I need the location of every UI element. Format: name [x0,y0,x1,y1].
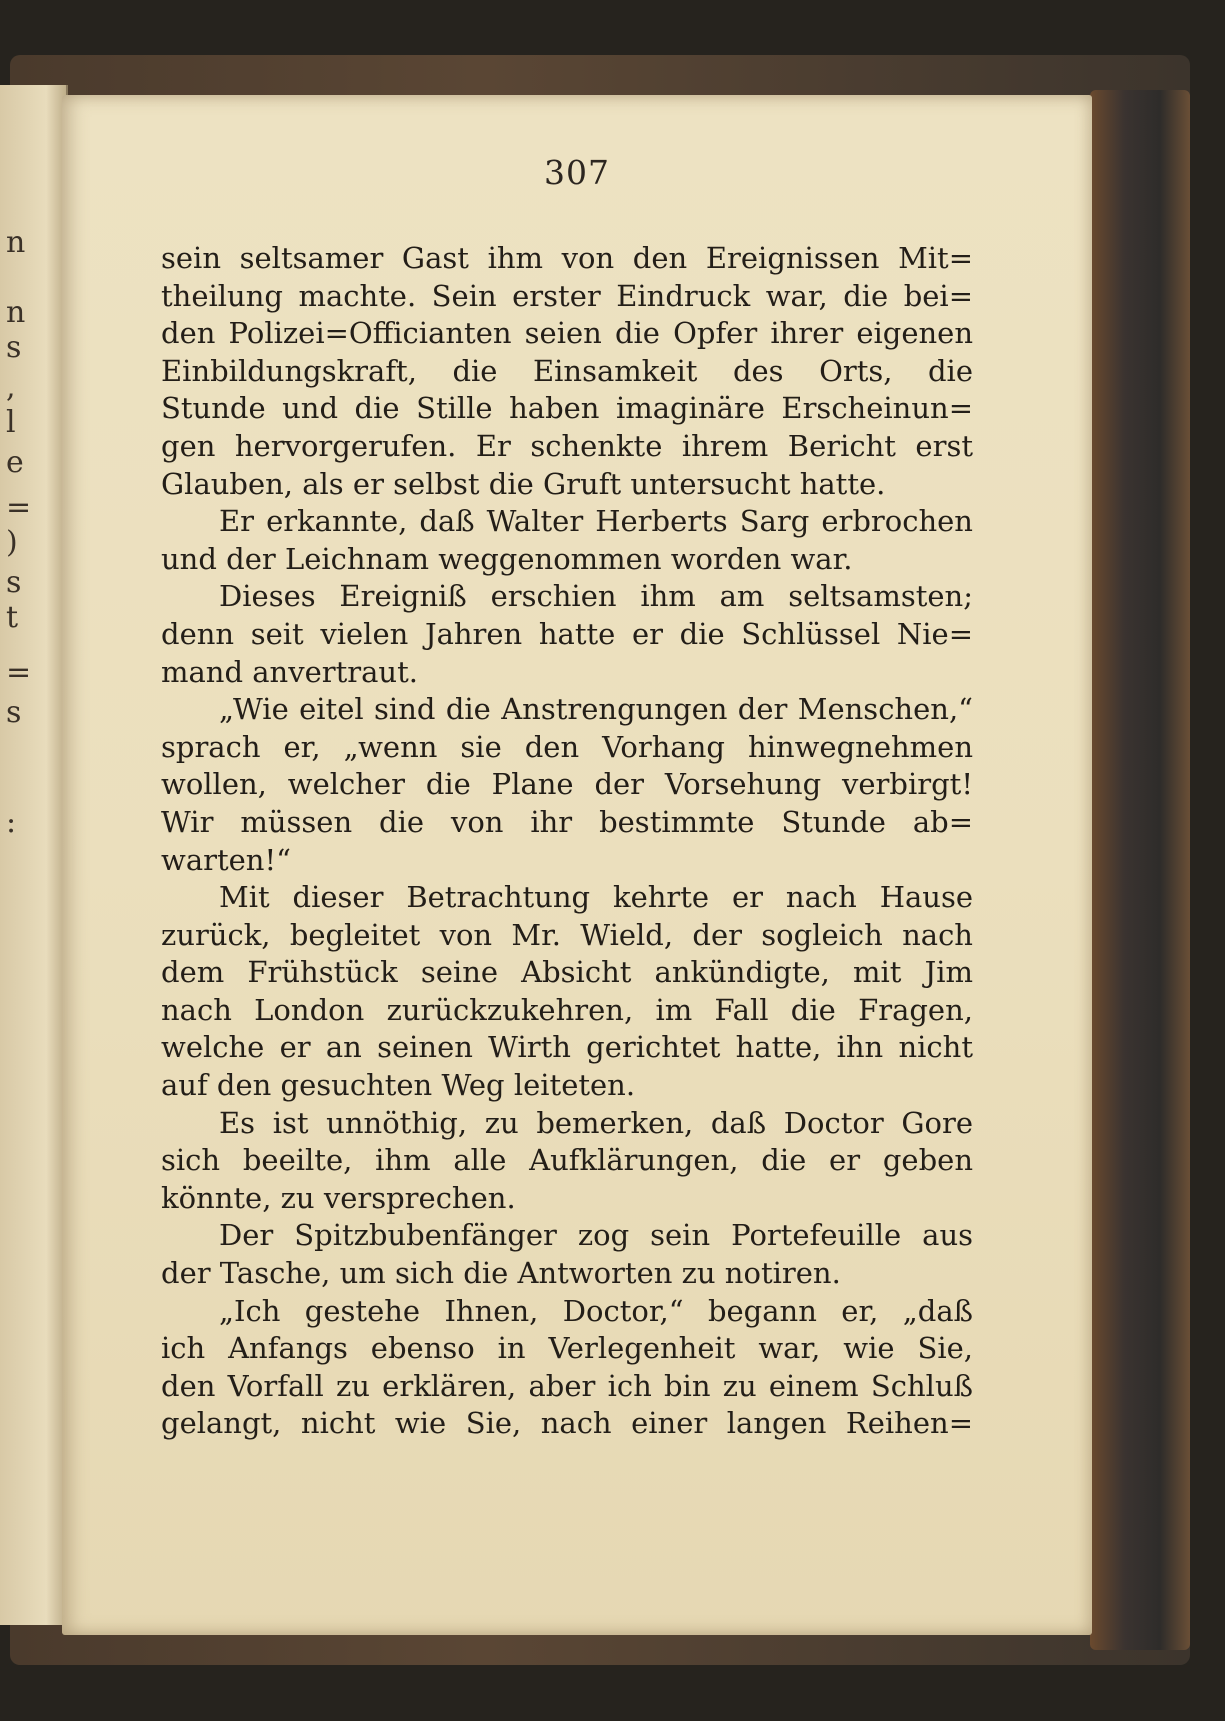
text-line: Mit dieser Betrachtung kehrte er nach Hause [219,880,973,915]
text-line: mand anvertraut. [161,654,418,689]
text-line: gelangt, nicht wie Sie, nach einer langen Reihen= [161,1406,973,1441]
text-line: denn seit vielen Jahren hatte er die Schlüssel Nie= [161,616,973,651]
body-text [161,240,973,1443]
text-line: Wir müssen die von ihr bestimmte Stunde ab= [161,804,973,839]
text-line: gen hervorgerufen. Er schenkte ihrem Bericht erst [161,428,973,463]
text-line: Stunde und die Stille haben imaginäre Erscheinun= [161,391,973,426]
text-line: Er erkannte, daß Walter Herberts Sarg erbrochen [219,504,973,539]
text-line: Der Spitzbubenfänger zog sein Portefeuille aus [219,1218,973,1253]
text-line: zurück, begleitet von Mr. Wield, der sogleich nach [161,917,973,952]
facing-page-fragment: s [6,695,22,730]
text-line: sein seltsamer Gast ihm von den Ereignissen Mit= [161,241,973,275]
text-line: dem Frühstück seine Absicht ankündigte, mit Jim [161,955,973,990]
text-line: theilung machte. Sein erster Eindruck war, die bei= [161,278,973,313]
facing-page-fragment: = [6,490,32,525]
text-line: könnte, zu versprechen. [161,1180,516,1215]
text-line: den Vorfall zu erklären, aber ich bin zu einem Schluß [161,1368,973,1403]
text-line: „Wie eitel sind die Anstrengungen der Menschen,“ [219,692,973,727]
book-cover-edge [1090,90,1190,1650]
facing-page-fragment: = [6,655,32,690]
text-line: warten!“ [161,842,291,877]
text-line: ich Anfangs ebenso in Verlegenheit war, wie Sie, [161,1331,973,1366]
facing-page-fragment: , [6,370,16,405]
page-number: 307 [544,153,610,192]
text-line: der Tasche, um sich die Antworten zu notiren. [161,1256,841,1291]
facing-page-fragment: s [6,330,22,365]
text-line: Glauben, als er selbst die Gruft untersucht hatte. [161,466,886,501]
text-line: Es ist unnöthig, zu bemerken, daß Doctor Gore [219,1105,973,1140]
facing-page-fragment: ) [6,525,18,560]
facing-page-fragment: t [6,600,19,635]
facing-page-fragment: : [6,805,17,840]
text-line: wollen, welcher die Plane der Vorsehung verbirgt! [161,767,973,802]
text-line: „Ich gestehe Ihnen, Doctor,“ begann er, „daß [219,1293,973,1328]
facing-page-fragment: n [6,295,26,330]
text-line: auf den gesuchten Weg leiteten. [161,1068,636,1103]
facing-page-fragment: l [6,405,16,440]
text-line: und der Leichnam weggenommen worden war. [161,541,853,576]
facing-page-fragment: s [6,565,22,600]
facing-page-edge [0,85,68,1625]
text-line: nach London zurückzukehren, im Fall die Fragen, [161,992,973,1027]
text-line: sich beeilte, ihm alle Aufklärungen, die er geben [161,1143,973,1178]
book-page [62,95,1092,1635]
text-line: sprach er, „wenn sie den Vorhang hinwegnehmen [161,729,973,764]
text-line: Dieses Ereigniß erschien ihm am seltsamsten; [219,579,973,614]
text-line: welche er an seinen Wirth gerichtet hatte, ihn nicht [161,1030,973,1065]
text-line: Einbildungskraft, die Einsamkeit des Orts, die [161,353,973,388]
text-line: den Polizei=Officianten seien die Opfer ihrer eigenen [161,316,973,351]
facing-page-fragment: e [6,445,24,480]
facing-page-fragment: n [6,225,26,260]
